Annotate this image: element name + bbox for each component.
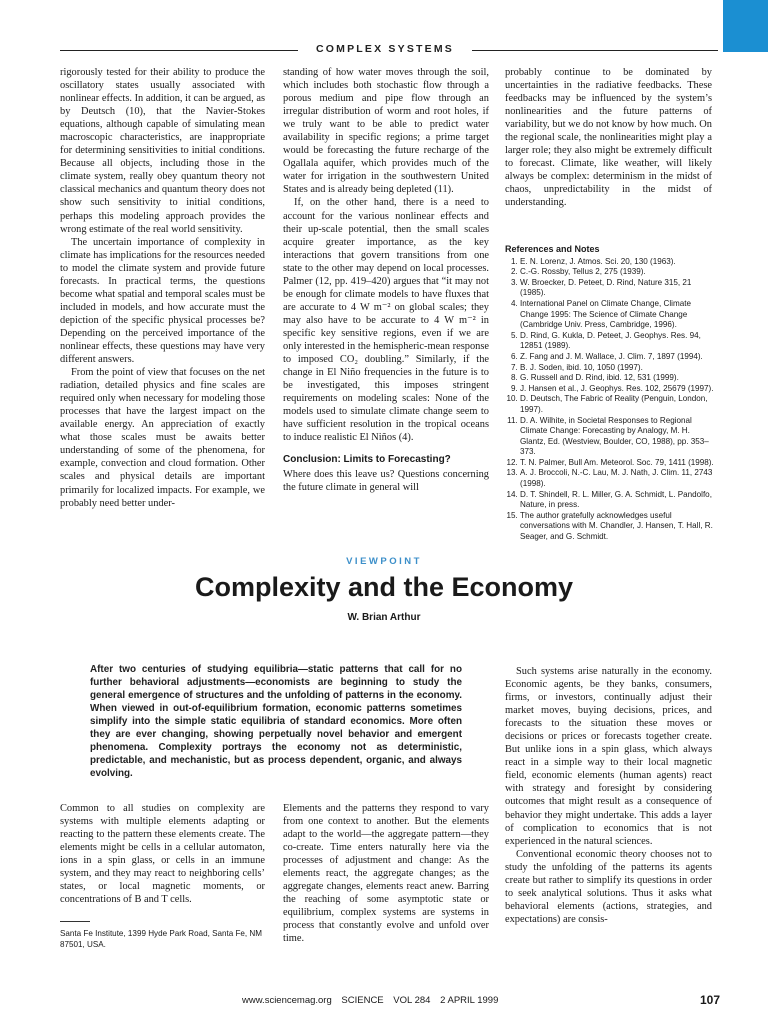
top-column-2	[283, 66, 489, 495]
section-label: COMPLEX SYSTEMS	[315, 43, 454, 55]
page-footer	[242, 995, 505, 1006]
affiliation-rule	[60, 921, 90, 922]
reference-item: 4. International Panel on Climate Change, Climate Change 1995: The Science of Climate Change (Cambridge Univ. Press, Cambridge, 1996).	[520, 299, 717, 331]
reference-item: 11. D. A. Wilhite, in Societal Responses to Regional Climate Change: Forecasting by Analogy, M. H. Glantz, Ed. (Westview, Boulder, CO, 1988), pp. 353–373.	[520, 416, 717, 458]
reference-item: 14. D. T. Shindell, R. L. Miller, G. A. Schmidt, L. Pandolfo, Nature, in press.	[520, 490, 717, 511]
reference-item: 15. The author gratefully acknowledges useful conversations with M. Chandler, J. Hansen, T. Hall, R. Seager, and G. Schmidt.	[520, 511, 717, 543]
footer-url: www.sciencemag.org	[242, 995, 332, 1006]
paragraph: If, on the other hand, there is a need to account for the various nonlinear effects and their up-scale potential, then the small scales acquire greater importance, as the key interactions that govern transitions from one state to the other may depend on local processes. Palmer (12, pp. 419–420) argues that “it may not be enough for climate models to have fluxes that are accurate to 4 W m⁻² on global scales; they may also have to be accurate to 4 W m⁻² in specific key sensitive regions, even if we are only interested in the hemispheric-mean response to imposed CO₂ doubling.” Similarly, if the change in El Niño frequencies in the future is to be investigated, this imposes stringent requirements on modeling scales: None of the models used to simulate climate change seem to have sufficient resolution in the tropical oceans to induce realistic El Niños (4).	[283, 197, 489, 444]
footer-journal: SCIENCE	[341, 995, 384, 1006]
article-column-1	[60, 802, 265, 906]
paragraph: Conventional economic theory chooses not to study the unfolding of the patterns its agents create but rather to simplify its questions in order to seek analytical solutions. Thus it asks what behavioral elements (actions, strategies, and expectations) are consis-	[505, 848, 712, 925]
paragraph: Elements and the patterns they respond to vary from one context to another. But the elements adapt to the world—the aggregate pattern—they co-create. Time enters naturally here via the processes of adjustment and change: As the elements react, the aggregate changes; as the aggregate changes, elements react anew. Barring the reaching of some asymptotic state or equilibrium, complex systems are systems in process that constantly evolve and unfold over time.	[283, 803, 489, 945]
paragraph: rigorously tested for their ability to produce the oscillatory states usually associated with nonlinear effects. In addition, it can be argued, as by Deutsch (10), that the Navier-Stokes equations, although capable of simulating mean macroscopic characteristics, are inappropriate for determining sensitivities to initial conditions. Because all objects, including those in the climate system, really obey quantum theory not classical mechanics and quantum theory does not show such sensitivity to initial conditions, perhaps this modeling approach provides the wrong estimate of the real world sensitivity.	[60, 67, 265, 235]
header-rule-left	[60, 50, 298, 51]
footer-date: 2 APRIL 1999	[440, 995, 499, 1006]
paragraph: The uncertain importance of complexity in climate has implications for the resources needed to model the climate system and provide future forecasts. In practical terms, the questions become what spatial and temporal scales must be included in models, and how accurate must the depiction of the specific physical processes be? Depending on the perceived importance of the nonlinear effects, these questions may have very different answers.	[60, 236, 265, 366]
author-affiliation: Santa Fe Institute, 1399 Hyde Park Road, Santa Fe, NM 87501, USA.	[60, 929, 262, 949]
paragraph: Common to all studies on complexity are systems with multiple elements adapting or reacting to the pattern these elements create. The elements might be cells in a cellular automaton, ions in a spin glass, or cells in an immune system, and they may react to neighboring cells’ states, or local magnetic moments, or concentrations of B and T cells.	[60, 803, 265, 906]
reference-item: 13. A. J. Broccoli, N.-C. Lau, M. J. Nath, J. Clim. 11, 2743 (1998).	[520, 468, 717, 489]
footer-volume: VOL 284	[393, 995, 431, 1006]
section-color-tab	[723, 0, 768, 52]
paragraph: Where does this leave us? Questions concerning the future climate in general will	[283, 469, 489, 494]
reference-item: 5. D. Rind, G. Kukla, D. Peteet, J. Geophys. Res. 94, 12851 (1989).	[520, 331, 717, 352]
page-number: 107	[700, 993, 721, 1007]
header-rule-right	[472, 50, 718, 51]
reference-item: 7. B. J. Soden, ibid. 10, 1050 (1997).	[520, 363, 717, 374]
article-title: Complexity and the Economy	[194, 572, 574, 602]
section-heading: Conclusion: Limits to Forecasting?	[283, 454, 451, 466]
reference-item: 12. T. N. Palmer, Bull Am. Meteorol. Soc. 79, 1411 (1998).	[520, 458, 717, 469]
reference-item: 8. G. Russell and D. Rind, ibid. 12, 531 (1999).	[520, 373, 717, 384]
article-author: W. Brian Arthur	[347, 612, 421, 623]
article-column-3	[505, 665, 712, 926]
reference-item: 6. Z. Fang and J. M. Wallace, J. Clim. 7, 1897 (1994).	[520, 352, 717, 363]
paragraph: From the point of view that focuses on the net radiation, detailed physics and fine scales are required only when necessary for modeling those processes that have the largest impact on the available energy. An appreciation of exactly what those scales must be awaits better understanding of some of the phenomena, for example, convection and cloud formation. Other scales and physical details are important primarily for localized impacts. For example, we probably need better under-	[60, 367, 265, 509]
reference-item: 2. C.-G. Rossby, Tellus 2, 275 (1939).	[520, 267, 717, 278]
reference-item: 9. J. Hansen et al., J. Geophys. Res. 102, 25679 (1997).	[520, 384, 717, 395]
reference-item: 1. E. N. Lorenz, J. Atmos. Sci. 20, 130 (1963).	[520, 257, 717, 268]
article-column-2	[283, 802, 489, 946]
paragraph: probably continue to be dominated by uncertainties in the radiative feedbacks. These feedbacks may be influenced by the system’s nonlinearities and the future patterns of variability, but we do not know by how much. On the regional scale, the nonlinearities might play a larger role; they also might be extremely difficult to forecast. Climate, like weather, will likely always be complex: determinism in the midst of chaos, unpredictability in the midst of understanding.	[505, 67, 712, 209]
top-column-3	[505, 66, 712, 210]
reference-list	[505, 257, 717, 543]
paragraph: Such systems arise naturally in the economy. Economic agents, be they banks, consumers, firms, or investors, continually adjust their market moves, buying decisions, prices, and forecasts to the situation these moves or decisions or prices or forecasts together create. But unlike ions in a spin glass, which always react in a simple way to their local magnetic field, economic elements (human agents) react with strategy and foresight by considering outcomes that might result as a consequence of behavior they might undertake. This adds a layer of complication to economics that is not experienced in the natural sciences.	[505, 666, 712, 847]
paragraph: standing of how water moves through the soil, which includes both stochastic flow through a porous medium and pipe flow through an irregular distribution of worm and root holes, if we truly want to be able to predict water availability in specific regions; a prime target would be forecasting the future recharge of the Ogallala aquifer, which provides much of the water for irrigation in the southwestern United States and is already being depleted (11).	[283, 67, 489, 196]
references	[505, 244, 717, 543]
reference-item: 3. W. Broecker, D. Peteet, D. Rind, Nature 315, 21 (1985).	[520, 278, 717, 299]
article-abstract: After two centuries of studying equilibria—static patterns that call for no further behavioral adjustments—economists are beginning to study the general emergence of structures and the unfolding of patterns in the economy. When viewed in out-of-equilibrium formation, economic patterns sometimes simplify into the simple static equilibria of standard economics. More often they are ever changing, showing perpetually novel behavior and emergent phenomena. Complexity portrays the economy not as deterministic, predictable, and mechanistic, but as process dependent, organic, and always evolving.	[90, 664, 462, 780]
reference-item: 10. D. Deutsch, The Fabric of Reality (Penguin, London, 1997).	[520, 394, 717, 415]
top-column-1	[60, 66, 265, 510]
article-kicker: VIEWPOINT	[346, 556, 422, 567]
references-heading: References and Notes	[505, 244, 600, 254]
